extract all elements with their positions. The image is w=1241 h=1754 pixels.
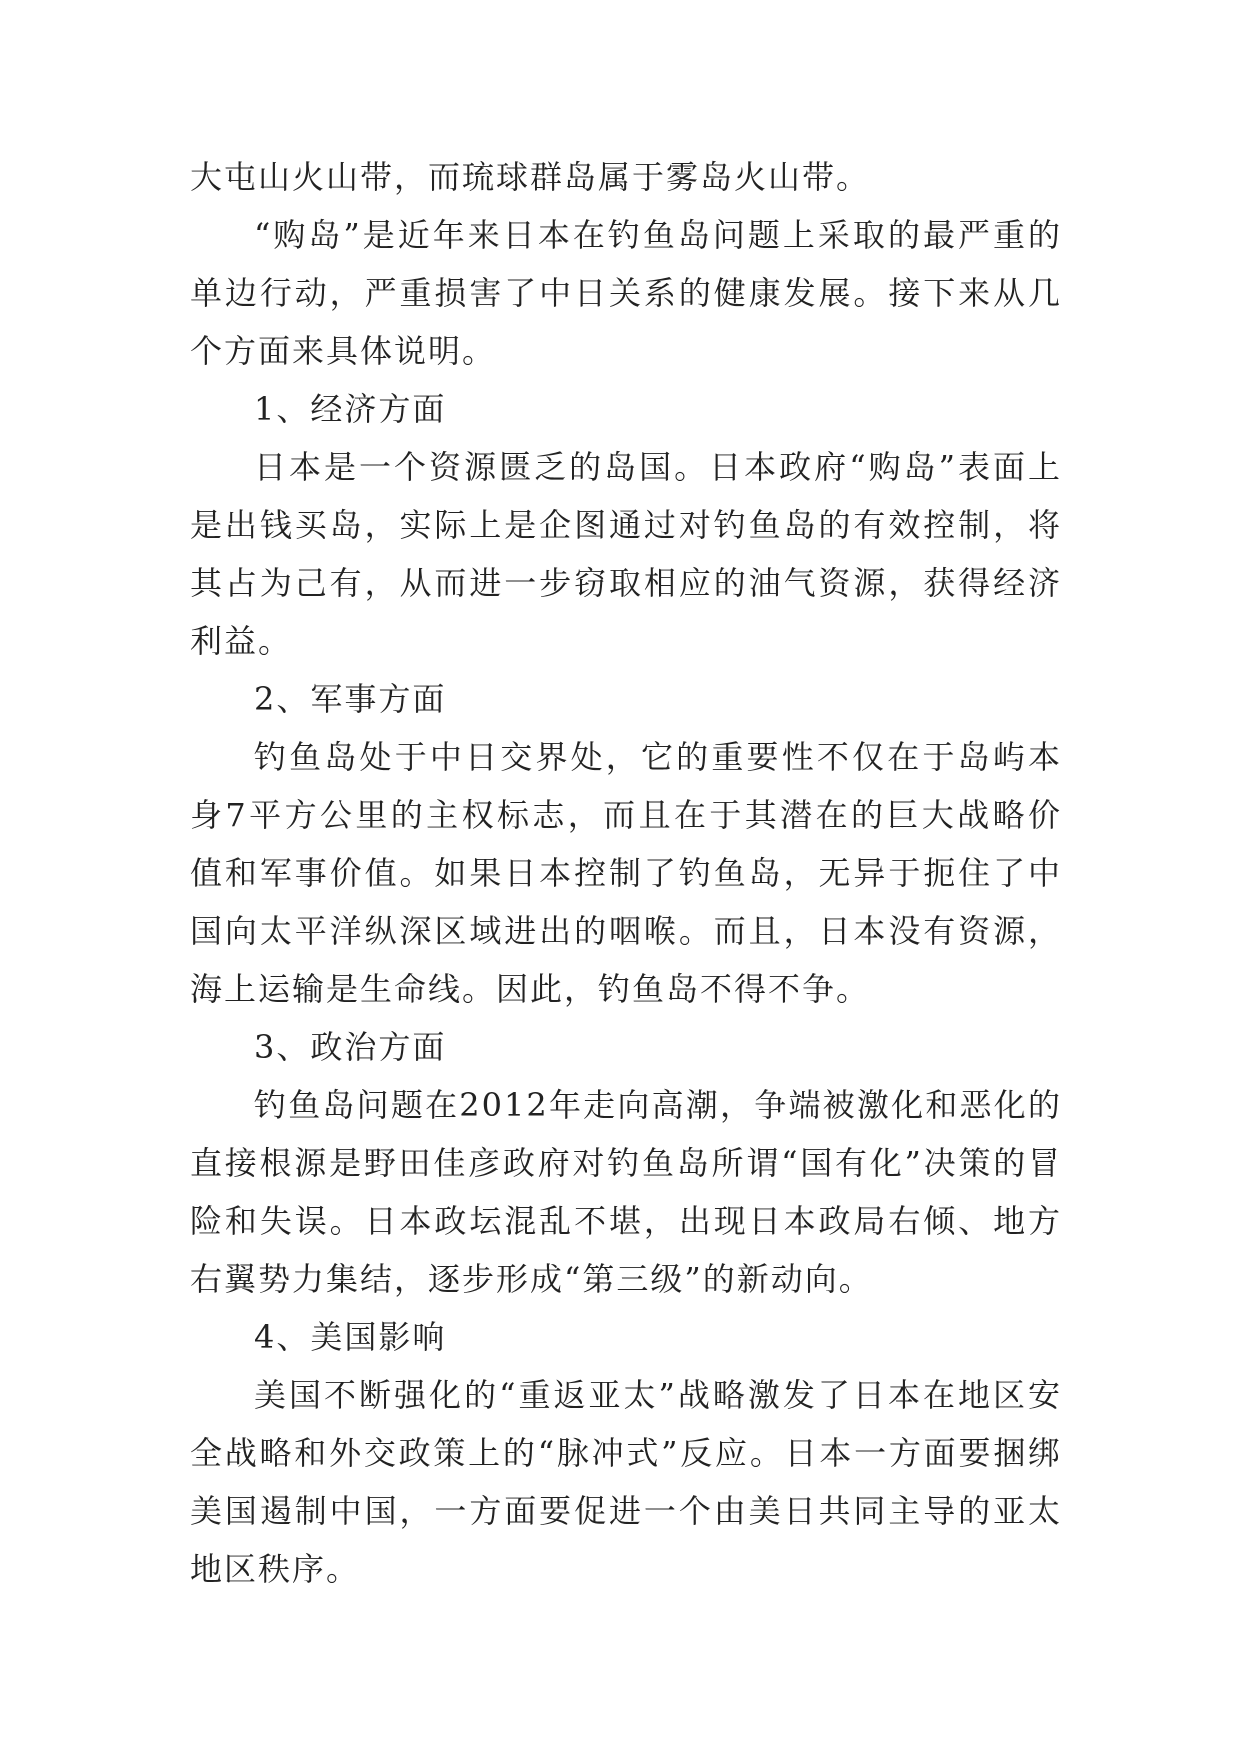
document-body [190,148,1062,1598]
section-heading-us-influence: 4、美国影响 [254,1318,447,1356]
paragraph-us-influence: 美国不断强化的“重返亚太”战略激发了日本在地区安全战略和外交政策上的“脉冲式”反应。日本一方面要捆绑美国遏制中国，一方面要促进一个由美日共同主导的亚太地区秩序。 [190,1376,1062,1588]
paragraph-politics: 钓鱼岛问题在2012年走向高潮，争端被激化和恶化的直接根源是野田佳彦政府对钓鱼岛所谓“国有化”决策的冒险和失误。日本政坛混乱不堪，出现日本政局右倾、地方右翼势力集结，逐步形成“第三级”的新动向。 [190,1086,1062,1298]
section-heading-economy: 1、经济方面 [254,390,447,428]
section-heading-military: 2、军事方面 [254,680,447,718]
paragraph-continuation: 大屯山火山带，而琉球群岛属于雾岛火山带。 [190,158,871,196]
section-heading-politics: 3、政治方面 [254,1028,447,1066]
paragraph-military: 钓鱼岛处于中日交界处，它的重要性不仅在于岛屿本身7平方公里的主权标志，而且在于其潜在的巨大战略价值和军事价值。如果日本控制了钓鱼岛，无异于扼住了中国向太平洋纵深区域进出的咽喉。而且，日本没有资源，海上运输是生命线。因此，钓鱼岛不得不争。 [190,738,1062,1008]
paragraph-economy: 日本是一个资源匮乏的岛国。日本政府“购岛”表面上是出钱买岛，实际上是企图通过对钓鱼岛的有效控制，将其占为己有，从而进一步窃取相应的油气资源，获得经济利益。 [190,448,1062,660]
paragraph-intro: “购岛”是近年来日本在钓鱼岛问题上采取的最严重的单边行动，严重损害了中日关系的健康发展。接下来从几个方面来具体说明。 [190,216,1062,370]
